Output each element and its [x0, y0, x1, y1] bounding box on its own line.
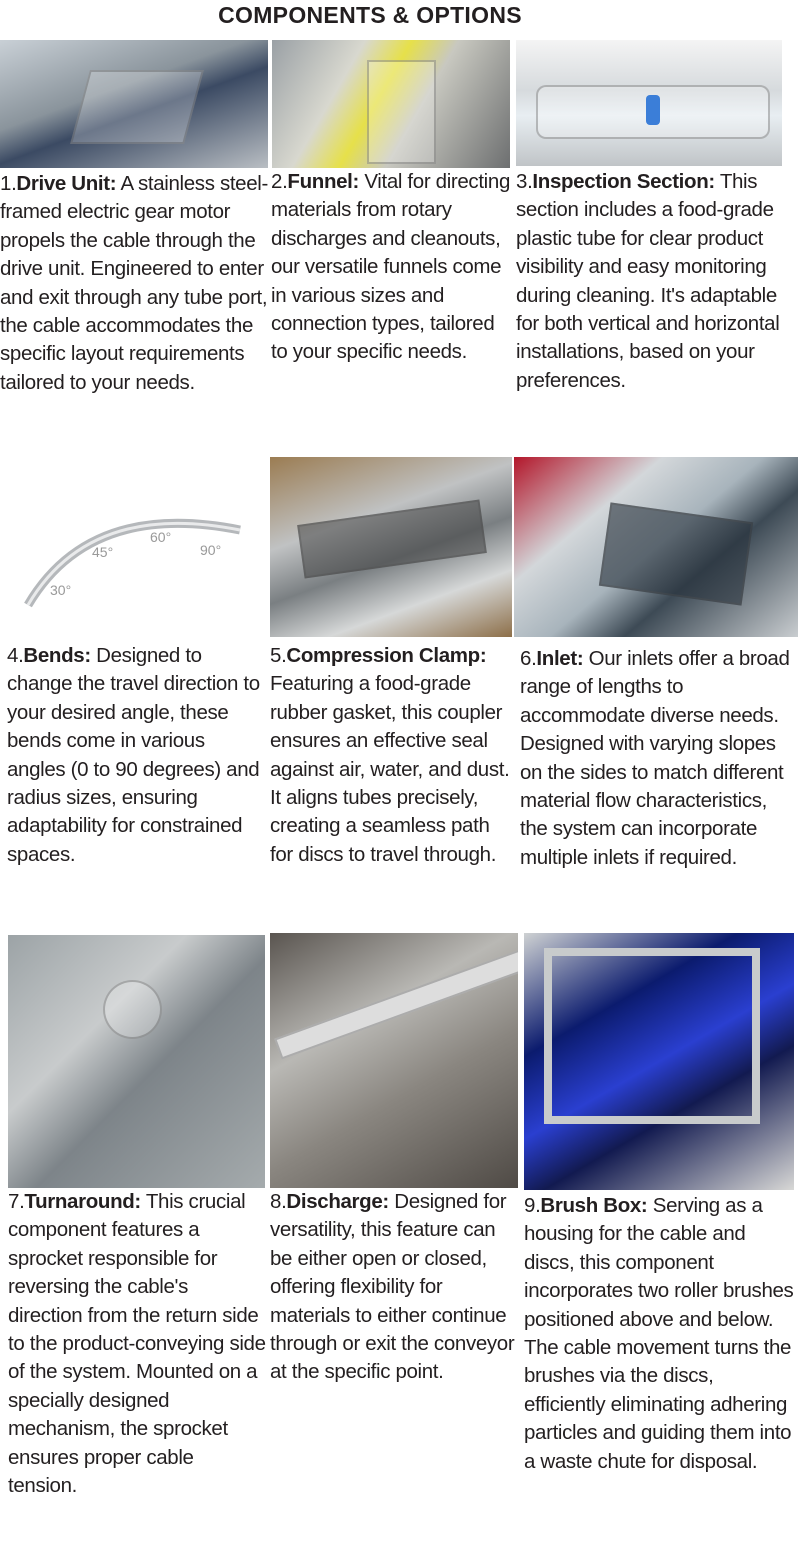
- item-bends: 4.Bends: Designed to change the travel direction to your desired angle, these bends come in various angles (0 to 90 degrees) and radius sizes, ensuring adaptability for constrained spaces.: [7, 644, 260, 866]
- bends-diagram: [20, 480, 250, 610]
- item-funnel: 2.Funnel: Vital for directing materials from rotary discharges and cleanouts, our versatile funnels come in various sizes and connection types, tailored to your specific needs.: [271, 170, 510, 364]
- item-drive-unit: 1.Drive Unit: A stainless steel-framed electric gear motor propels the cable through the drive unit. Engineered to enter and exit through any tube port, the cable accommodates the specific layout requirements tailored to your needs.: [0, 172, 268, 394]
- item-compression-clamp: 5.Compression Clamp: Featuring a food-grade rubber gasket, this coupler ensures an effective seal against air, water, and dust. It aligns tubes precisely, creating a seamless path for discs to travel through.: [270, 644, 510, 866]
- item-inlet: 6.Inlet: Our inlets offer a broad range of lengths to accommodate diverse needs. Designed with varying slopes on the sides to match different material flow characteristics, the system can incorporate multiple inlets if required.: [520, 647, 790, 869]
- item-turnaround: 7.Turnaround: This crucial component features a sprocket responsible for reversing the cable's direction from the return side to the product-conveying side of the system. Mounted on a specially designed mechanism, the sprocket ensures proper cable tension.: [8, 1190, 266, 1498]
- drive-unit-photo: [0, 40, 268, 168]
- item-brush-box: 9.Brush Box: Serving as a housing for the cable and discs, this component incorporates two roller brushes positioned above and below. The cable movement turns the brushes via the discs, efficiently eliminating adhering particles and guiding them into a waste chute for disposal.: [524, 1194, 794, 1473]
- angle-label-90: 90°: [200, 542, 222, 558]
- inspection-section-photo: [516, 40, 782, 166]
- discharge-photo: [270, 933, 518, 1188]
- turnaround-photo: [8, 935, 265, 1188]
- item-discharge: 8.Discharge: Designed for versatility, this feature can be either open or closed, offering flexibility for materials to either continue through or exit the conveyor at the specific point.: [270, 1190, 515, 1384]
- item-inspection-section: 3.Inspection Section: This section includes a food-grade plastic tube for clear product visibility and easy monitoring during cleaning. It's adaptable for both vertical and horizontal installations, based on your preferences.: [516, 170, 780, 392]
- angle-label-30: 30°: [50, 582, 72, 598]
- compression-clamp-photo: [270, 457, 512, 637]
- angle-label-60: 60°: [150, 529, 172, 545]
- brush-box-photo: [524, 933, 794, 1190]
- page-title: COMPONENTS & OPTIONS: [218, 2, 522, 28]
- funnel-photo: [272, 40, 510, 168]
- inlet-photo: [514, 457, 798, 637]
- angle-label-45: 45°: [92, 544, 114, 560]
